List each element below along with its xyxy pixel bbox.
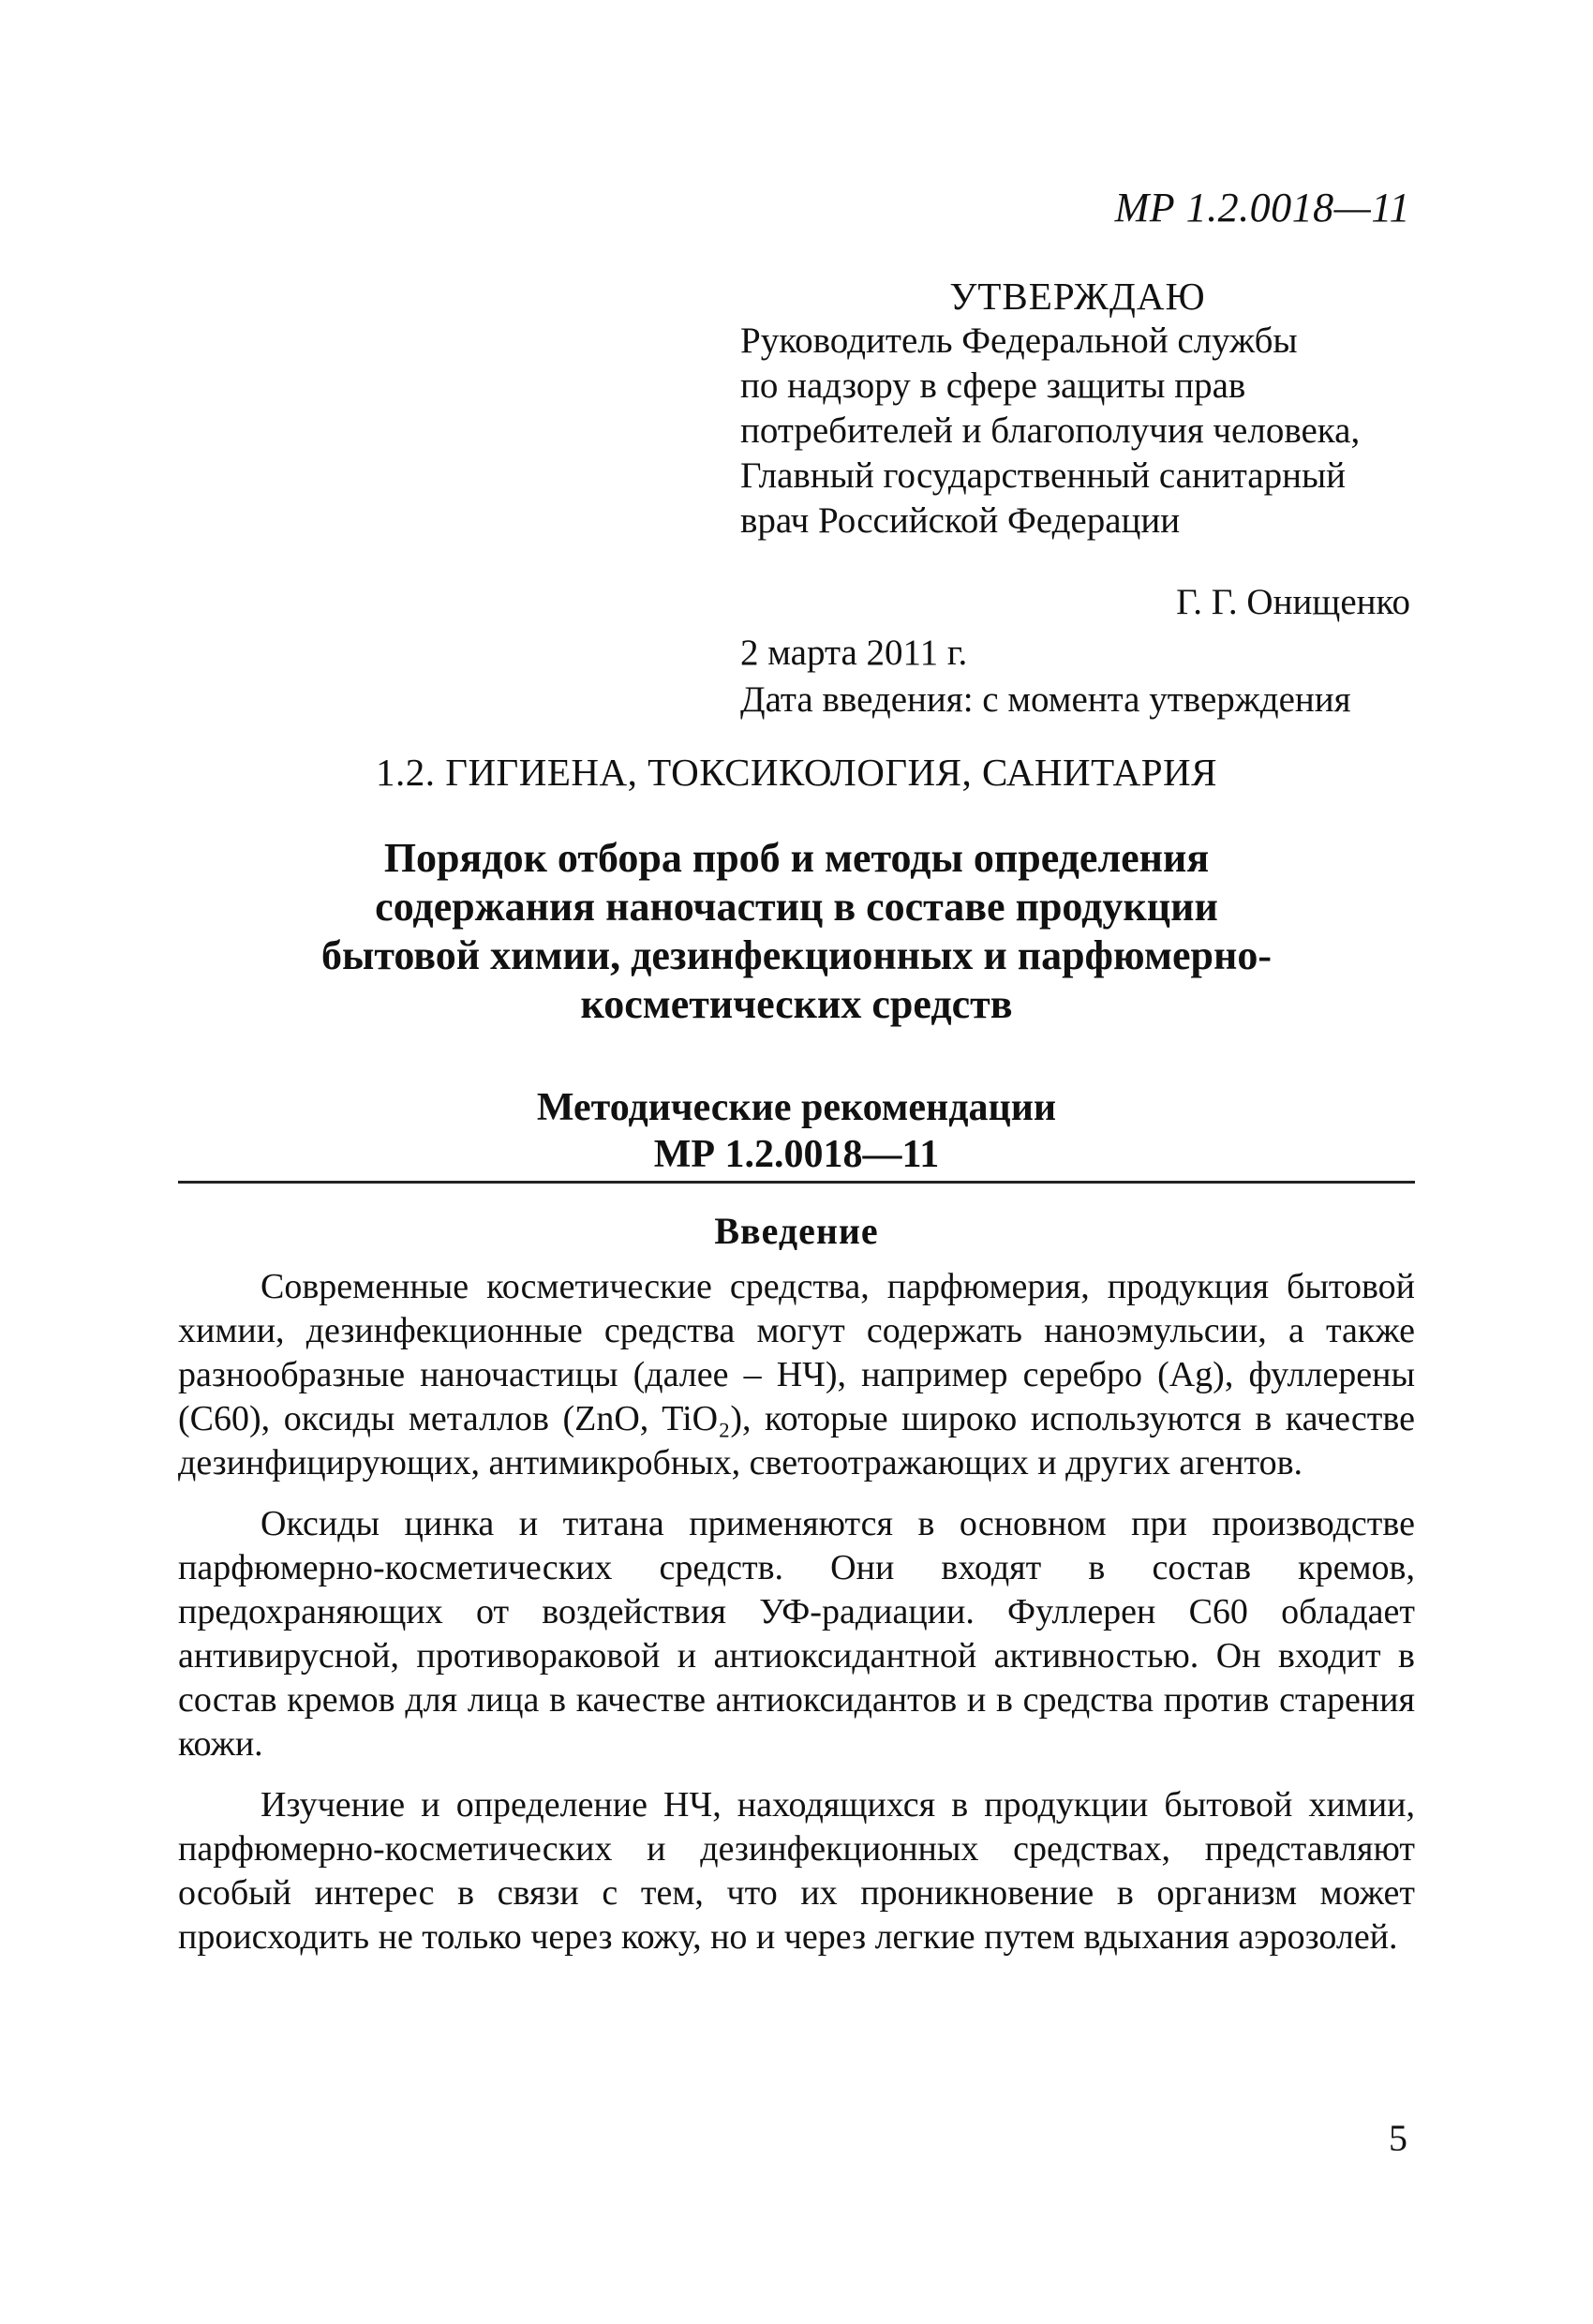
intro-heading: Введение <box>714 1210 879 1252</box>
title-line: содержания наночастиц в составе продукции <box>375 884 1218 930</box>
paragraph: Изучение и определение НЧ, находящихся в продукции бытовой химии, парфюмерно-косметических и дезинфекционных средствах, представляют особый интерес в связи с тем, что их проникновение в организм может происходить не только через кожу, но и через легкие путем вдыхания аэрозолей. <box>178 1785 1415 1957</box>
section-heading: 1.2. ГИГИЕНА, ТОКСИКОЛОГИЯ, САНИТАРИЯ <box>376 751 1217 794</box>
paragraph: Оксиды цинка и титана применяются в основном при производстве парфюмерно-косметических средств. Они входят в состав кремов, предохраняющих от воздействия УФ-радиации. Фуллерен С60 обладает антивирусной, противораковой и антиоксидантной активностью. Он входит в состав кремов для лица в качестве антиоксидантов и в средства против старения кожи. <box>178 1504 1415 1764</box>
paragraph: Современные косметические средства, парфюмерия, продукция бытовой химии, дезинфекционные средства могут содержать наноэмульсии, а также разнообразные наночастицы (далее – НЧ), например серебро (Ag), фуллерены (C60), оксиды металлов (ZnO, TiO₂), которые широко используются в качестве дезинфицирующих, антимикробных, светоотражающих и других агентов. <box>178 1267 1415 1482</box>
approval-line: Руководитель Федеральной службы <box>740 320 1298 361</box>
title-line: Порядок отбора проб и методы определения <box>383 835 1210 881</box>
approval-line: потребителей и благополучия человека, <box>740 410 1361 451</box>
approval-block <box>740 274 1415 544</box>
title-line: косметических средств <box>580 981 1013 1027</box>
document-code: МР 1.2.0018—11 <box>1114 185 1410 231</box>
approval-line: Главный государственный санитарный <box>740 455 1347 496</box>
approval-line: по надзору в сфере защиты прав <box>740 365 1246 406</box>
signer-name: Г. Г. Онищенко <box>1176 582 1410 622</box>
title-line: бытовой химии, дезинфекционных и парфюмерно- <box>320 932 1273 978</box>
document-type-code: МР 1.2.0018—11 <box>653 1133 940 1176</box>
document-type-label: Методические рекомендации <box>536 1086 1057 1129</box>
approval-date: 2 марта 2011 г. <box>740 633 968 673</box>
effective-date: Дата введения: с момента утверждения <box>740 679 1351 720</box>
intro-body <box>178 1265 1415 1976</box>
approval-title: УТВЕРЖДАЮ <box>949 275 1206 318</box>
date-block <box>740 630 1351 723</box>
horizontal-rule <box>178 1181 1415 1184</box>
approval-line: врач Российской Федерации <box>740 500 1181 541</box>
page-number: 5 <box>1389 2117 1407 2159</box>
document-title <box>178 834 1415 1029</box>
document-type <box>0 1084 1593 1178</box>
